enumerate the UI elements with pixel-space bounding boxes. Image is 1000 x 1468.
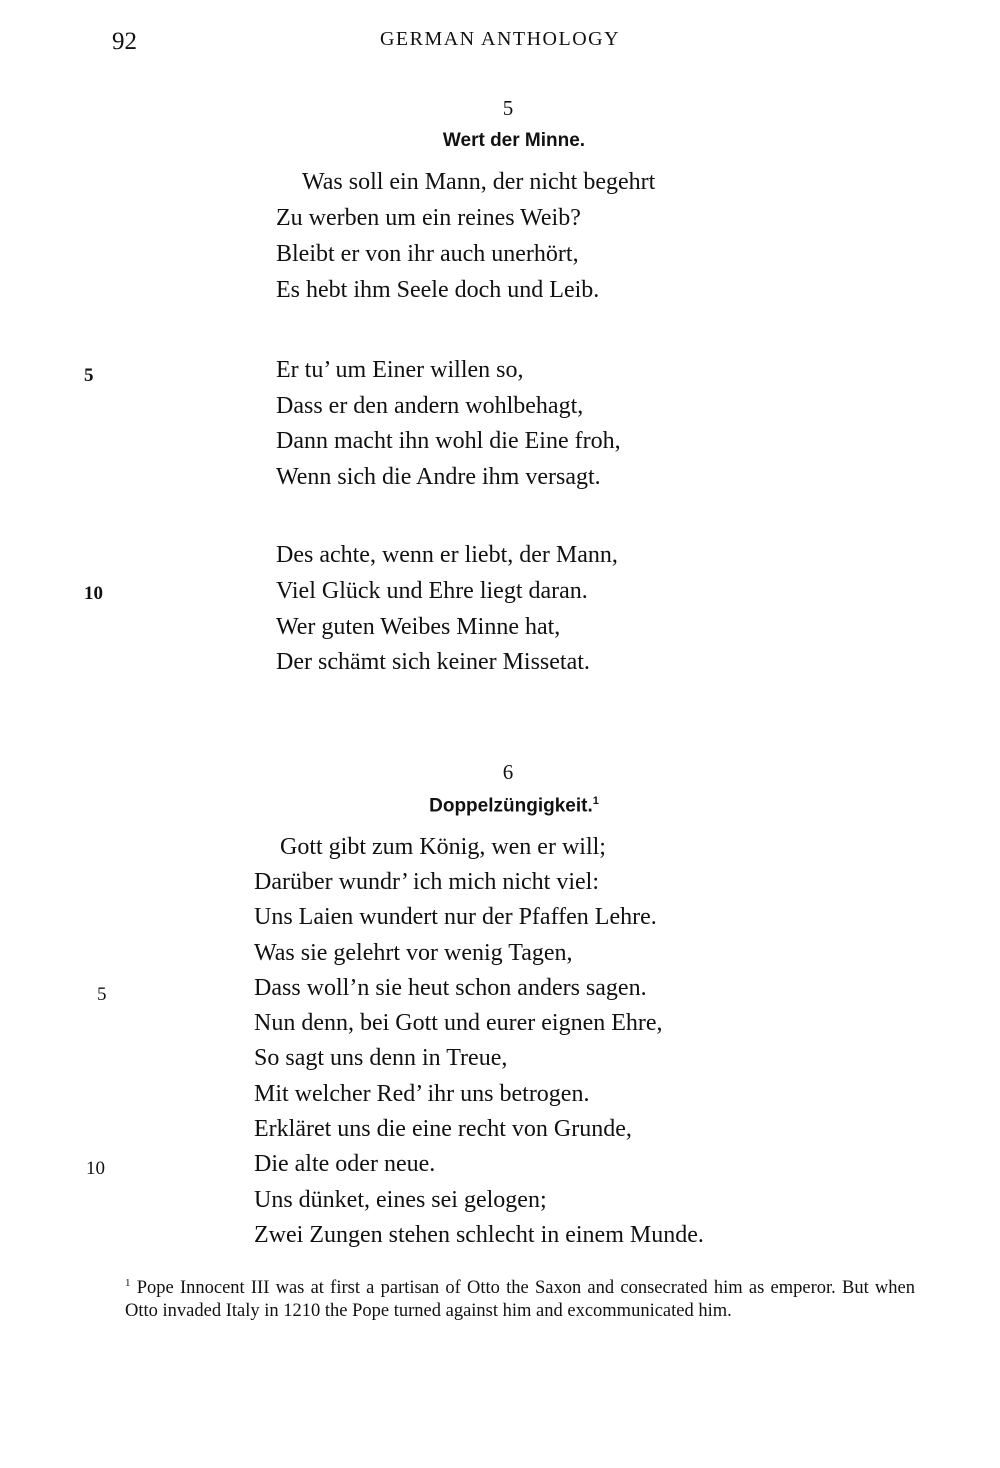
poem-5-line: Was soll ein Mann, der nicht begehrt	[302, 169, 656, 195]
poem-5-title: Wert der Minne.	[442, 130, 586, 151]
poem-5-line-number: 5	[84, 365, 94, 386]
poem-6-title-text: Doppelzüngigkeit.	[429, 795, 593, 817]
poem-5-line: Wenn sich die Andre ihm versagt.	[276, 464, 601, 490]
poem-5-line: Dann macht ihn wohl die Eine froh,	[276, 428, 621, 454]
poem-5-line: Der schämt sich keiner Missetat.	[276, 649, 590, 675]
poem-6-line-number: 10	[86, 1158, 105, 1179]
poem-6-title	[0, 795, 1000, 817]
poem-6-line: So sagt uns denn in Treue,	[254, 1045, 508, 1071]
poem-6-line: Mit welcher Red’ ihr uns betrogen.	[254, 1081, 590, 1107]
footnote	[125, 1272, 915, 1323]
poem-6-line: Was sie gelehrt vor wenig Tagen,	[254, 940, 573, 966]
poem-5-line: Dass er den andern wohlbehagt,	[276, 393, 584, 419]
poem-5-number: 5	[502, 96, 514, 120]
poem-6-line: Uns Laien wundert nur der Pfaffen Lehre.	[254, 904, 657, 930]
poem-6-line: Darüber wundr’ ich mich nicht viel:	[254, 869, 599, 895]
poem-6-line: Die alte oder neue.	[254, 1151, 436, 1177]
poem-6-line: Uns dünket, eines sei gelogen;	[254, 1187, 547, 1213]
running-head: GERMAN ANTHOLOGY	[379, 28, 621, 50]
poem-6-line: Nun denn, bei Gott und eurer eignen Ehre,	[254, 1010, 663, 1036]
poem-6-line: Gott gibt zum König, wen er will;	[280, 834, 606, 860]
poem-5-line: Bleibt er von ihr auch unerhört,	[276, 241, 579, 267]
poem-6-line-number: 5	[97, 984, 107, 1005]
poem-6-line: Zwei Zungen stehen schlecht in einem Munde.	[254, 1222, 704, 1248]
poem-5-line: Er tu’ um Einer willen so,	[276, 357, 524, 383]
poem-5-line: Viel Glück und Ehre liegt daran.	[276, 578, 588, 604]
poem-5-line: Es hebt ihm Seele doch und Leib.	[276, 277, 600, 303]
poem-6-line: Erkläret uns die eine recht von Grunde,	[254, 1116, 632, 1142]
page-number: 92	[112, 28, 137, 55]
poem-6-line: Dass woll’n sie heut schon anders sagen.	[254, 975, 647, 1001]
poem-6-number: 6	[502, 760, 514, 784]
poem-5-line: Des achte, wenn er liebt, der Mann,	[276, 542, 618, 568]
poem-5-line: Zu werben um ein reines Weib?	[276, 205, 581, 231]
footnote-mark: 1	[125, 1277, 131, 1289]
poem-5-line-number: 10	[84, 583, 103, 604]
footnote-reference: 1	[592, 795, 599, 807]
footnote-text: Pope Innocent III was at first a partisan of Otto the Saxon and consecrated him as emperor. But when Otto invaded Italy in 1210 the Pope turned against him and excommunicated him.	[125, 1278, 915, 1322]
poem-5-line: Wer guten Weibes Minne hat,	[276, 614, 561, 640]
